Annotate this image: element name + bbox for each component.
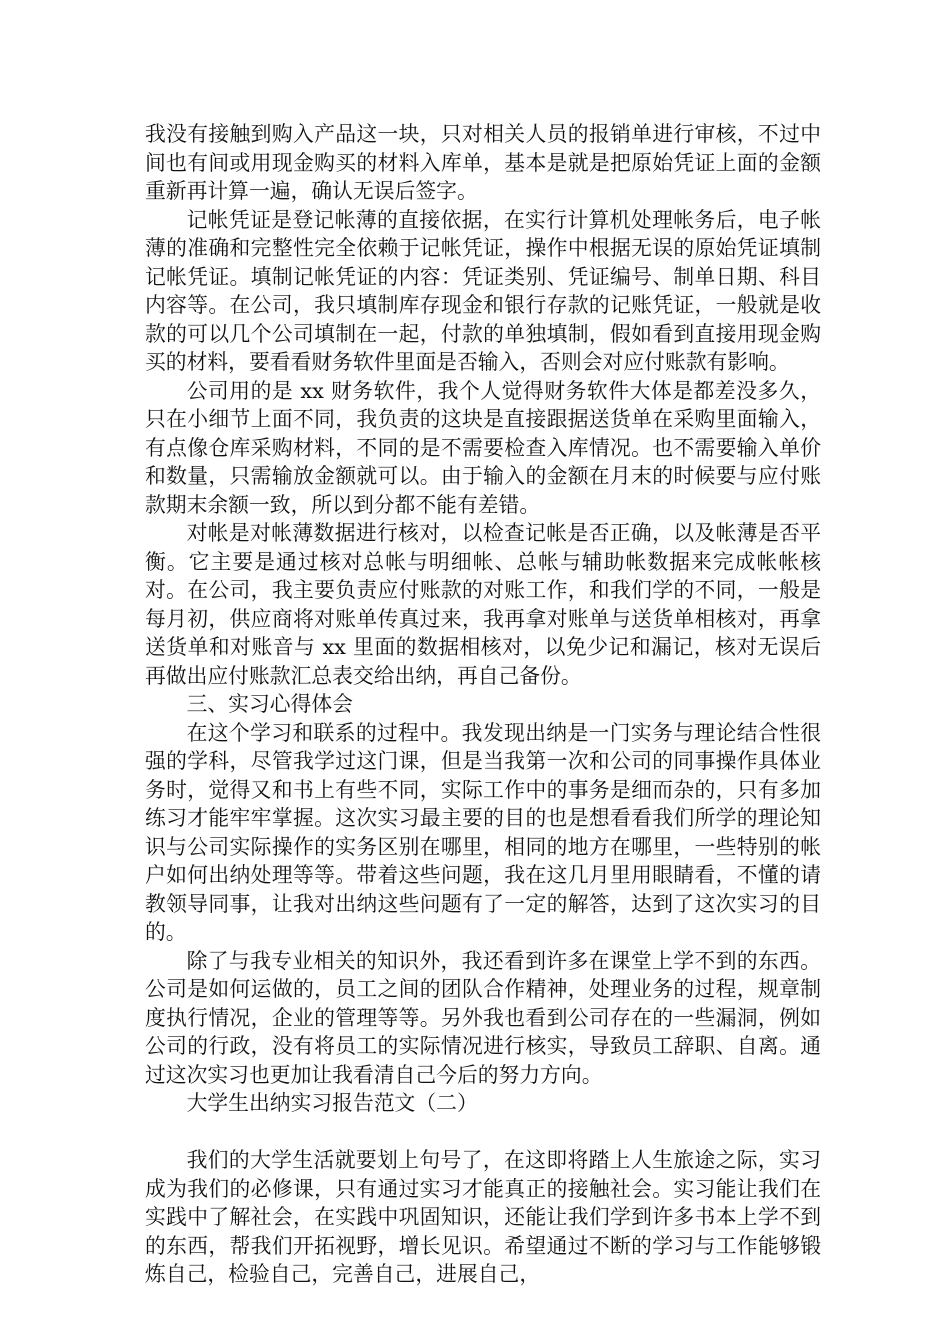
blank-line — [145, 1118, 821, 1147]
paragraph-continued: 我没有接触到购入产品这一块，只对相关人员的报销单进行审核，不过中间也有间或用现金购买的材料入库单，基本是就是把原始凭证上面的金额重新再计算一遍，确认无误后签字。 — [145, 122, 821, 203]
document-body — [145, 120, 821, 1289]
paragraph-software: 公司用的是 xx 财务软件，我个人觉得财务软件大体是都差没多久，只在小细节上面不同，我负责的这块是直接跟据送货单在采购里面输入，有点像仓库采购材料，不同的是不需要检查入库情况。也不需要输入单价和数量，只需输放金额就可以。由于输入的金额在月末的时候要与应付账款期末余额一致，所以到分都不能有差错。 — [145, 378, 821, 517]
paragraph-reconciliation: 对帐是对帐薄数据进行核对，以检查记帐是否正确，以及帐薄是否平衡。它主要是通过核对总帐与明细帐、总帐与辅助帐数据来完成帐帐核对。在公司，我主要负责应付账款的对账工作，和我们学的不同，一般是每月初，供应商将对账单传真过来，我再拿对账单与送货单相核对，再拿送货单和对账音与 xx 里面的数据相核对，以免少记和漏记，核对无误后再做出应付账款汇总表交给出纳，再自己备份。 — [145, 521, 821, 688]
section-heading: 三、实习心得体会 — [186, 692, 353, 716]
paragraph-extra-knowledge: 除了与我专业相关的知识外，我还看到许多在课堂上学不到的东西。公司是如何运做的，员工之间的团队合作精神，处理业务的过程，规章制度执行情况，企业的管理等等。另外我也看到公司存在的一些漏洞，例如公司的行政，没有将员工的实际情况进行核实，导致员工辞职、自离。通过这次实习也更加让我看清自己今后的努力方向。 — [145, 948, 821, 1087]
report-title: 大学生出纳实习报告范文（二） — [186, 1091, 478, 1115]
paragraph-learning: 在这个学习和联系的过程中。我发现出纳是一门实务与理论结合性很强的学科，尽管我学过这门课，但是当我第一次和公司的同事操作具体业务时，觉得又和书上有些不同，实际工作中的事务是细而杂的，只有多加练习才能牢牢掌握。这次实习最主要的目的也是想看看我们所学的理论知识与公司实际操作的实务区别在哪里，相同的地方在哪里，一些特别的帐户如何出纳处理等等。带着这些问题，我在这几月里用眼睛看，不懂的请教领导同事，让我对出纳这些问题有了一定的解答，达到了这次实习的目的。 — [145, 720, 821, 944]
paragraph-voucher: 记帐凭证是登记帐薄的直接依据，在实行计算机处理帐务后，电子帐薄的准确和完整性完全依赖于记帐凭证，操作中根据无误的原始凭证填制记帐凭证。填制记帐凭证的内容：凭证类别、凭证编号、制单日期、科目内容等。在公司，我只填制库存现金和银行存款的记账凭证，一般就是收款的可以几个公司填制在一起，付款的单独填制，假如看到直接用现金购买的材料，要看看财务软件里面是否输入，否则会对应付账款有影响。 — [145, 207, 821, 374]
paragraph-intro-two: 我们的大学生活就要划上句号了，在这即将踏上人生旅途之际，实习成为我们的必修课，只有通过实习才能真正的接触社会。实习能让我们在实践中了解社会，在实践中巩固知识，还能让我们学到许多书本上学不到的东西，帮我们开拓视野，增长见识。希望通过不断的学习与工作能够锻炼自己，检验自己，完善自己，进展自己， — [145, 1148, 821, 1286]
